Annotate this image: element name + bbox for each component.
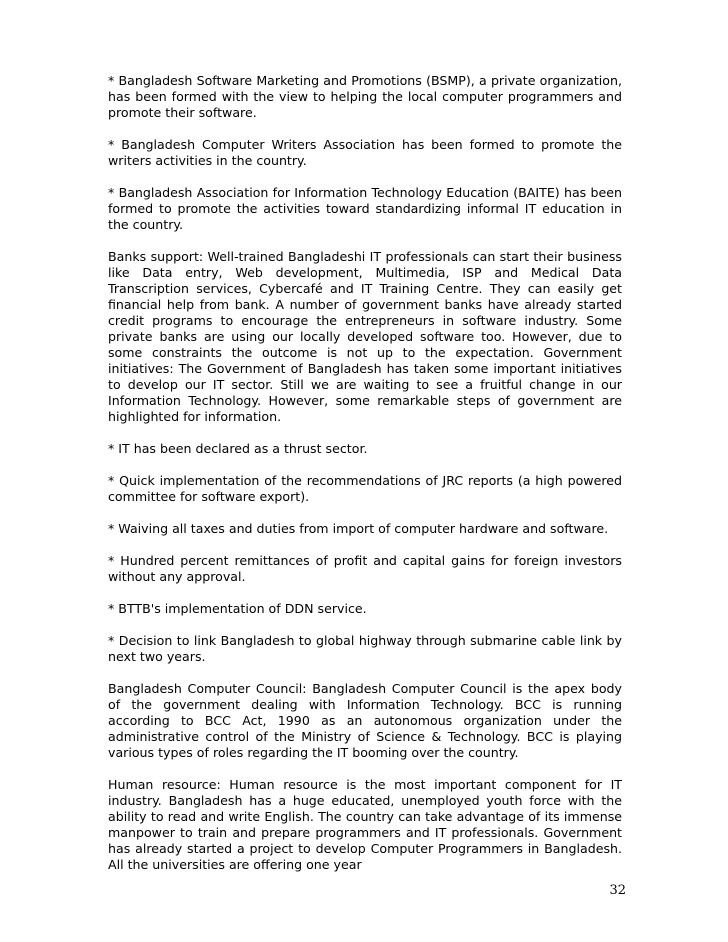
paragraph-baite: * Bangladesh Association for Information Technology Education (BAITE) has been formed to promote the activities toward standardizing informal IT education in the country. <box>108 185 622 232</box>
bullet-waiving-taxes: * Waiving all taxes and duties from import of computer hardware and software. <box>108 521 609 536</box>
bullet-thrust-sector: * IT has been declared as a thrust sector. <box>108 441 368 456</box>
bullet-jrc-reports: * Quick implementation of the recommendations of JRC reports (a high powered committee for software export). <box>108 473 622 504</box>
paragraph-banks-support: Banks support: Well-trained Bangladeshi IT professionals can start their business like Data entry, Web development, Multimedia, ISP and Medical Data Transcription services, Cybercafé and IT Training Centre. They can easily get financial help from bank. A number of government banks have already started credit programs to encourage the entrepreneurs in software industry. Some private banks are using our locally developed software too. However, due to some constraints the outcome is not up to the expectation. Government initiatives: The Government of Bangladesh has taken some important initiatives to develop our IT sector. Still we are waiting to see a fruitful change in our Information Technology. However, some remarkable steps of government are highlighted for information. <box>108 249 622 424</box>
paragraph-bcc: Bangladesh Computer Council: Bangladesh Computer Council is the apex body of the government dealing with Information Technology. BCC is running according to BCC Act, 1990 as an autonomous organization under the administrative control of the Ministry of Science & Technology. BCC is playing various types of roles regarding the IT booming over the country. <box>108 681 622 760</box>
paragraph-writers-association: * Bangladesh Computer Writers Association has been formed to promote the writers activities in the country. <box>108 137 622 168</box>
paragraph-bsmp: * Bangladesh Software Marketing and Promotions (BSMP), a private organization, has been formed with the view to helping the local computer programmers and promote their software. <box>108 73 622 120</box>
paragraph-human-resource: Human resource: Human resource is the most important component for IT industry. Bangladesh has a huge educated, unemployed youth force with the ability to read and write English. The country can take advantage of its immense manpower to train and prepare programmers and IT professionals. Government has already started a project to develop Computer Programmers in Bangladesh. All the universities are offering one year <box>108 777 622 872</box>
body-text <box>108 73 622 889</box>
page-number: 32 <box>609 883 626 898</box>
bullet-submarine-cable: * Decision to link Bangladesh to global highway through submarine cable link by next two years. <box>108 633 622 664</box>
bullet-ddn-service: * BTTB's implementation of DDN service. <box>108 601 367 616</box>
bullet-remittances: * Hundred percent remittances of profit and capital gains for foreign investors without any approval. <box>108 553 622 584</box>
